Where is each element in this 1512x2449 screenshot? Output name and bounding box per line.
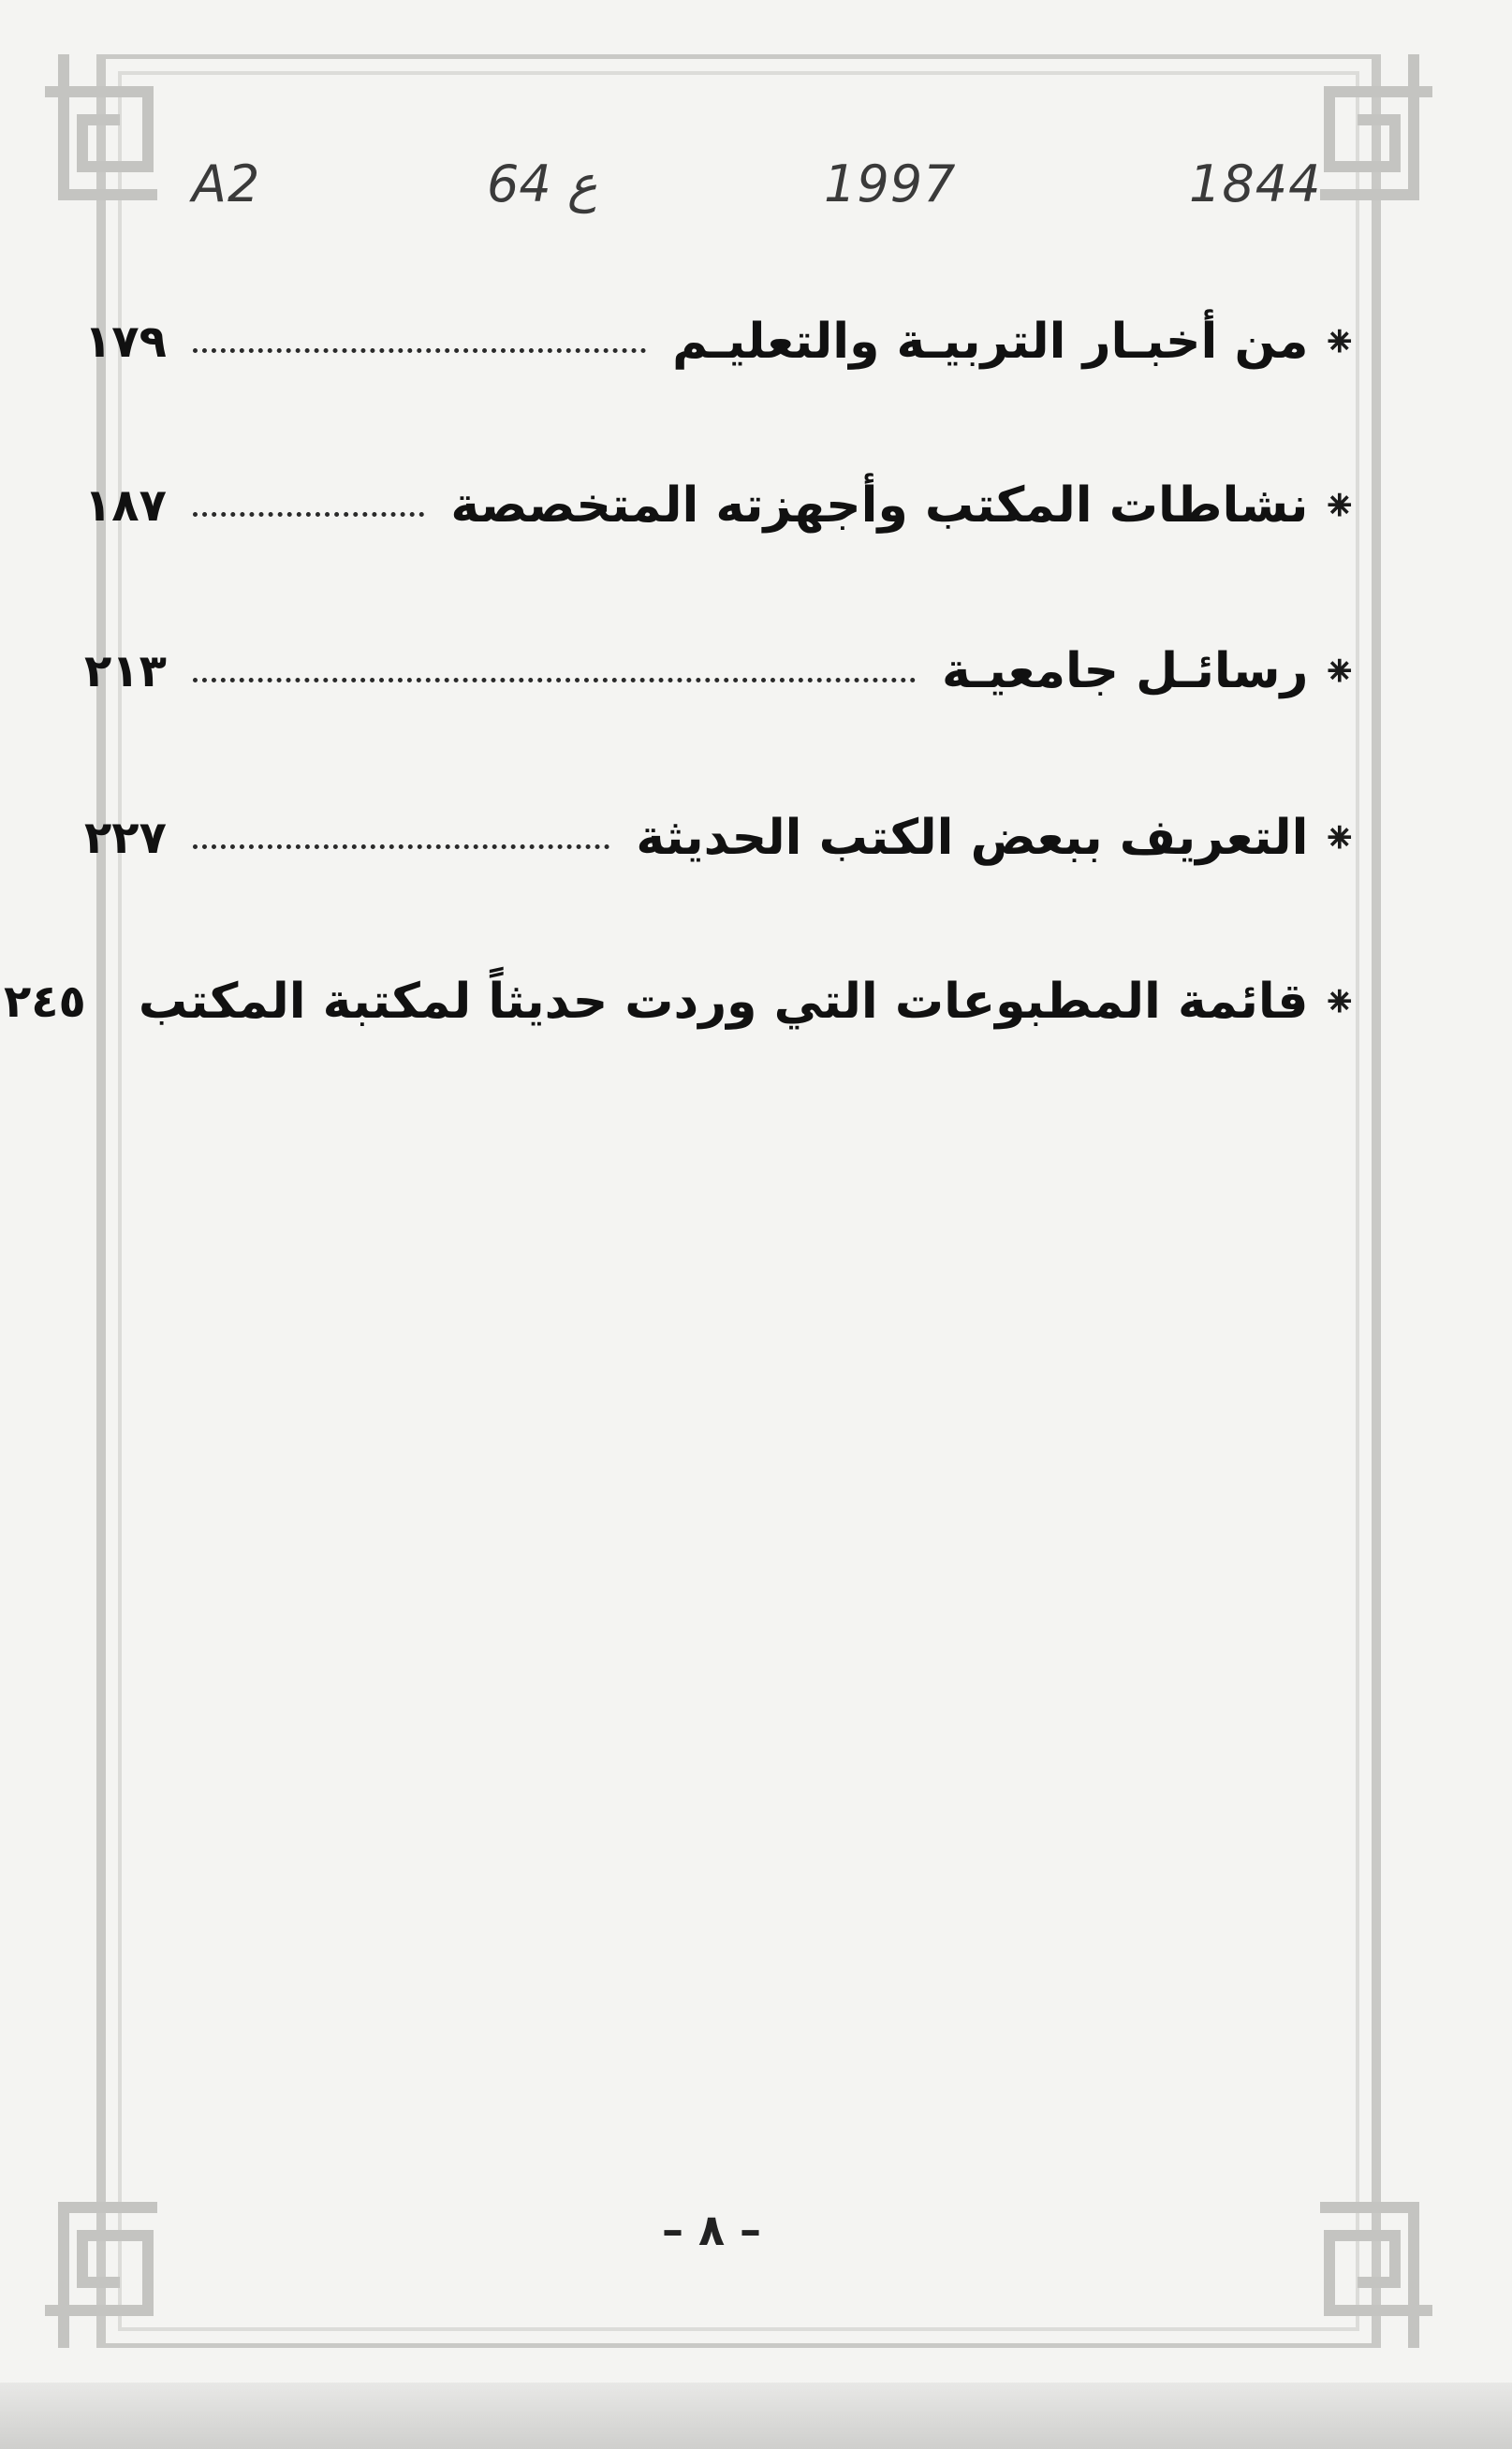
toc-entry-title: من أخبـار التربيـة والتعليـم [672,314,1309,370]
toc-entry-title: نشاطات المكتب وأجهزته المتخصصة [450,477,1309,534]
decorative-frame [45,54,1432,2348]
toc-entry-title: رسائـل جامعيـة [941,643,1309,699]
toc-entry-page: ٢٢٧ [84,812,167,864]
page-number: – ٨ – [661,2205,762,2255]
corner-ornament-bottom-left [45,2207,157,2348]
corner-ornament-top-right [1320,54,1432,195]
toc-entry-page: ١٨٧ [84,479,167,532]
dot-leader [193,844,609,849]
bullet-icon: ⁕ [1321,813,1358,863]
dot-leader [193,678,916,682]
toc-entry [84,629,1358,713]
toc-entry [84,796,1358,880]
toc-entry [3,960,1358,1044]
handwritten-note-1997: 1997 [824,154,957,213]
handwritten-note-64: 64 ع [487,154,598,213]
toc-entry-page: ١٧٩ [84,315,167,368]
scan-edge [0,2383,1512,2449]
handwritten-note-1844: 1844 [1189,154,1322,213]
handwritten-note-a2: A2 [192,154,261,213]
bullet-icon: ⁕ [1321,480,1358,531]
toc-entry-page: ٢١٣ [84,645,167,697]
bullet-icon: ⁕ [1321,646,1358,697]
dot-leader [193,348,646,353]
toc-entry-title: قائمة المطبوعات التي وردت حديثاً لمكتبة المكتب [138,974,1309,1030]
bullet-icon: ⁕ [1321,976,1358,1027]
bullet-icon: ⁕ [1321,316,1358,367]
corner-ornament-top-left [45,54,157,195]
toc-entry [84,300,1358,384]
toc-entry [84,463,1358,548]
toc-entry-title: التعريف ببعض الكتب الحديثة [636,810,1309,866]
toc-entry-page: ٢٤٥ [3,975,86,1028]
corner-ornament-bottom-right [1320,2207,1432,2348]
dot-leader [193,512,425,517]
